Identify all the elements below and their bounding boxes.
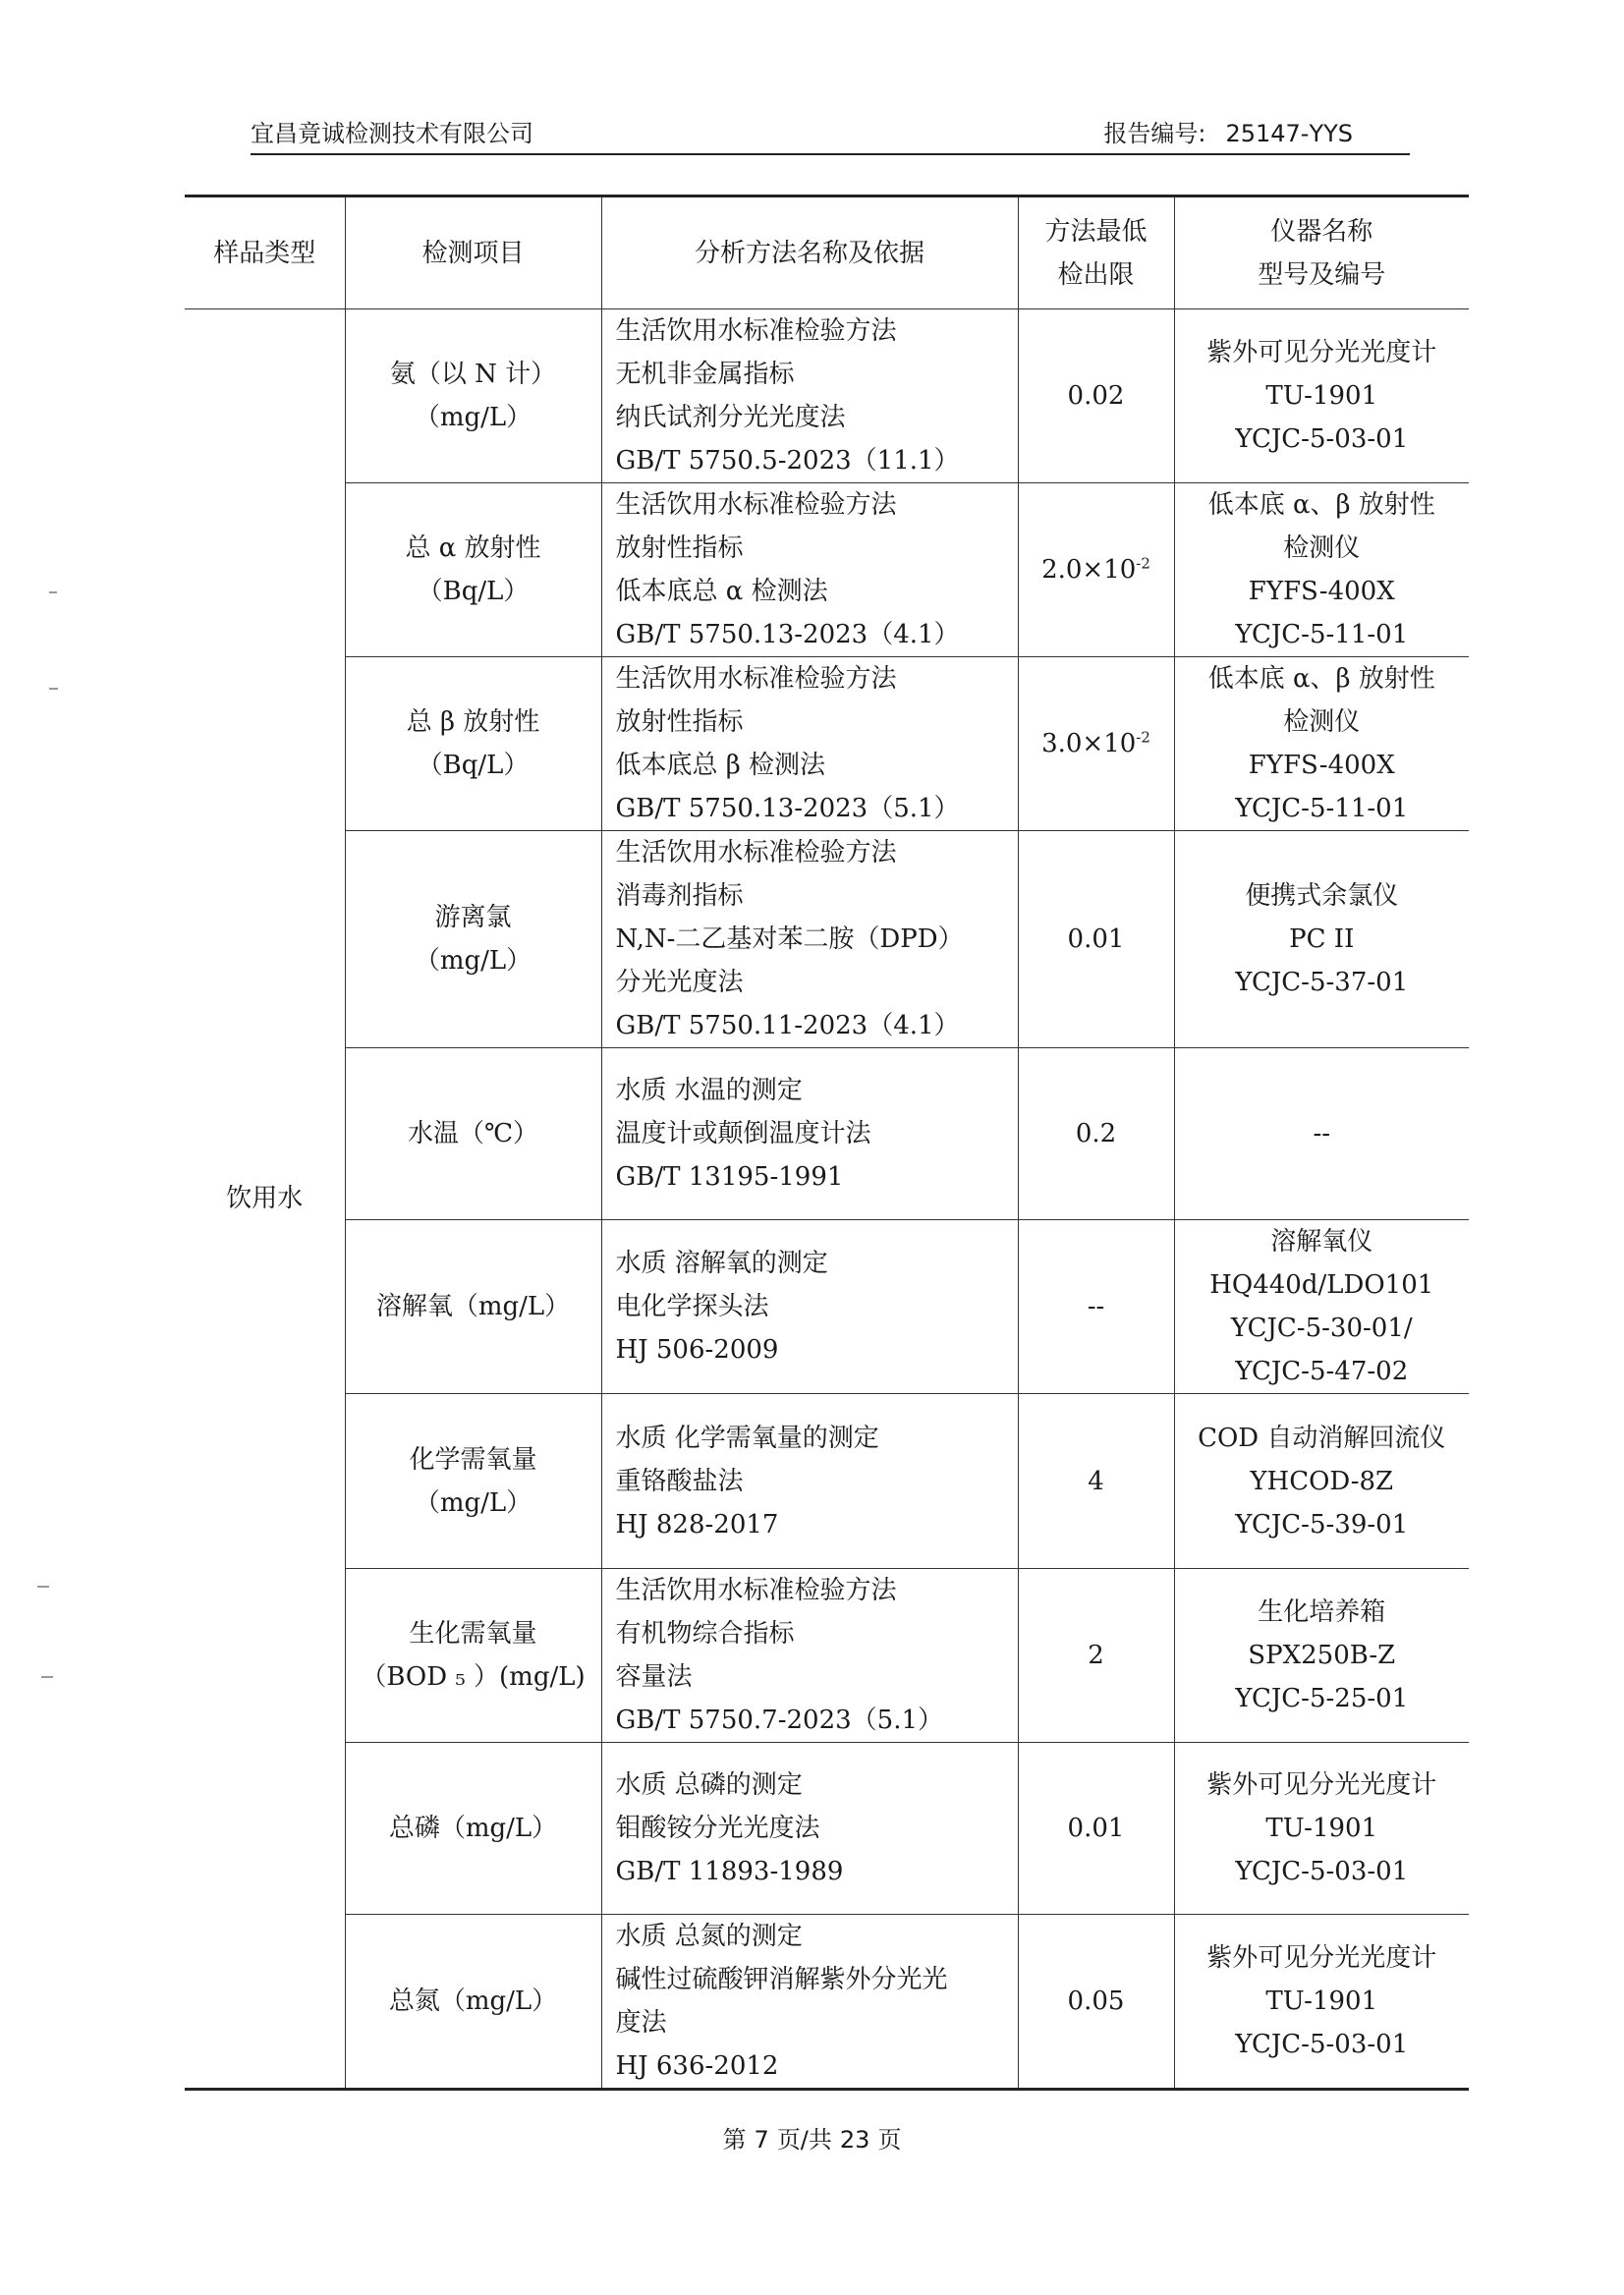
instrument-cell — [1174, 657, 1469, 831]
method-line: 水质 总氮的测定 — [615, 1922, 803, 1951]
header-item: 检测项目 — [345, 196, 601, 309]
method-line: GB/T 13195-1991 — [615, 1162, 844, 1192]
item-line: （mg/L） — [414, 403, 532, 432]
instrument-line: FYFS-400X — [1248, 751, 1395, 780]
method-line: 生活饮用水标准检验方法 — [615, 1576, 897, 1605]
method-line: 低本底总 α 检测法 — [615, 577, 828, 606]
instrument-line: 检测仪 — [1283, 707, 1361, 737]
item-line: 化学需氧量 — [409, 1444, 537, 1475]
item-cell — [345, 657, 601, 831]
method-line: 低本底总 β 检测法 — [615, 751, 826, 780]
limit-value: -- — [1087, 1292, 1105, 1321]
header-method: 分析方法名称及依据 — [601, 196, 1018, 309]
method-line: GB/T 5750.13-2023（4.1） — [615, 620, 960, 649]
item-line: 总磷（mg/L） — [388, 1814, 558, 1843]
method-line: GB/T 5750.13-2023（5.1） — [615, 794, 960, 823]
method-line: 水质 溶解氧的测定 — [615, 1249, 828, 1278]
item-line: （Bq/L） — [417, 577, 530, 606]
method-line: GB/T 5750.7-2023（5.1） — [615, 1706, 944, 1735]
header-instrument-line: 仪器名称 — [1270, 216, 1373, 247]
limit-value: 2 — [1088, 1641, 1104, 1670]
company-name: 宜昌竟诚检测技术有限公司 — [251, 120, 533, 147]
instrument-line: 紫外可见分光光度计 — [1206, 338, 1437, 367]
item-line: （mg/L） — [414, 946, 532, 976]
instrument-line: YCJC-5-30-01/ — [1230, 1314, 1413, 1343]
method-line: 消毒剂指标 — [615, 881, 744, 911]
instrument-line: YCJC-5-47-02 — [1235, 1357, 1409, 1386]
report-number-value: 25147-YYS — [1225, 120, 1353, 147]
item-cell — [345, 1394, 601, 1569]
item-cell — [345, 309, 601, 483]
instrument-line: YHCOD-8Z — [1250, 1466, 1394, 1496]
method-line: GB/T 5750.11-2023（4.1） — [615, 1011, 960, 1040]
instrument-line: HQ440d/LDO101 — [1209, 1270, 1434, 1300]
method-line: 电化学探头法 — [615, 1292, 769, 1321]
method-line: HJ 636-2012 — [615, 2051, 779, 2081]
item-cell — [345, 483, 601, 657]
method-line: HJ 828-2017 — [615, 1509, 779, 1539]
item-cell — [345, 1048, 601, 1220]
table-row — [185, 1220, 1469, 1394]
method-line: 分光光度法 — [615, 968, 744, 997]
header-instrument — [1174, 196, 1469, 309]
item-line: （mg/L） — [414, 1487, 532, 1518]
method-line: 放射性指标 — [615, 533, 744, 563]
method-line: 水质 水温的测定 — [615, 1076, 803, 1105]
limit-cell — [1018, 1048, 1174, 1220]
instrument-line: 生化培养箱 — [1258, 1597, 1386, 1627]
method-line: GB/T 5750.5-2023（11.1） — [615, 446, 960, 476]
instrument-line: 紫外可见分光光度计 — [1206, 1770, 1437, 1800]
instrument-line: YCJC-5-25-01 — [1235, 1684, 1409, 1713]
method-line: 生活饮用水标准检验方法 — [615, 838, 897, 868]
limit-value: 0.01 — [1067, 924, 1125, 954]
table-row — [185, 657, 1469, 831]
method-line: 纳氏试剂分光光度法 — [615, 403, 846, 432]
instrument-cell — [1174, 1394, 1469, 1569]
item-cell — [345, 1743, 601, 1915]
table-row — [185, 1048, 1469, 1220]
method-line: 放射性指标 — [615, 707, 744, 737]
item-line: 总 β 放射性 — [406, 707, 540, 737]
instrument-line: 便携式余氯仪 — [1245, 881, 1399, 911]
item-cell — [345, 1569, 601, 1743]
report-number — [1103, 114, 1353, 148]
limit-value: 3.0×10 — [1041, 729, 1137, 758]
instrument-line: YCJC-5-03-01 — [1235, 1857, 1409, 1886]
instrument-line: YCJC-5-39-01 — [1235, 1509, 1409, 1539]
instrument-cell — [1174, 309, 1469, 483]
instrument-line: YCJC-5-11-01 — [1235, 794, 1409, 823]
item-cell — [345, 1915, 601, 2090]
table-row — [185, 483, 1469, 657]
method-line: 容量法 — [615, 1662, 693, 1692]
limit-cell — [1018, 1915, 1174, 2090]
limit-cell — [1018, 1394, 1174, 1569]
method-line: GB/T 11893-1989 — [615, 1857, 844, 1886]
method-line: N,N-二乙基对苯二胺（DPD） — [615, 924, 964, 954]
method-line: HJ 506-2009 — [615, 1335, 779, 1365]
page-number: 7 — [754, 2126, 769, 2154]
item-line: 水温（℃） — [407, 1119, 539, 1148]
instrument-line: 紫外可见分光光度计 — [1206, 1943, 1437, 1973]
instrument-line: YCJC-5-11-01 — [1235, 620, 1409, 649]
limit-exponent: -2 — [1136, 554, 1150, 573]
instrument-line: SPX250B-Z — [1248, 1641, 1396, 1670]
sample-type-cell: 饮用水 — [185, 309, 345, 2090]
item-cell — [345, 831, 601, 1048]
method-line: 有机物综合指标 — [615, 1619, 795, 1649]
instrument-line: -- — [1313, 1119, 1331, 1148]
method-cell — [601, 309, 1018, 483]
header-limit — [1018, 196, 1174, 309]
method-line: 生活饮用水标准检验方法 — [615, 490, 897, 520]
instrument-line: YCJC-5-03-01 — [1235, 424, 1409, 454]
method-line: 水质 化学需氧量的测定 — [615, 1423, 879, 1453]
item-line: （BOD ₅ ）(mg/L) — [361, 1662, 586, 1692]
method-line: 碱性过硫酸钾消解紫外分光光 — [615, 1965, 948, 1994]
page-header — [251, 110, 1410, 155]
instrument-line: TU-1901 — [1265, 1814, 1378, 1843]
instrument-cell — [1174, 831, 1469, 1048]
test-method-table — [185, 195, 1469, 2091]
method-line: 生活饮用水标准检验方法 — [615, 316, 897, 346]
table-header-row — [185, 196, 1469, 309]
scan-speck — [37, 1586, 49, 1588]
header-limit-line: 方法最低 — [1044, 216, 1148, 247]
report-number-label: 报告编号: — [1103, 120, 1206, 147]
item-line: 生化需氧量 — [409, 1619, 537, 1649]
limit-exponent: -2 — [1136, 728, 1150, 747]
method-cell — [601, 1394, 1018, 1569]
scan-speck — [49, 688, 58, 690]
header-limit-line: 检出限 — [1057, 259, 1135, 290]
instrument-cell — [1174, 1569, 1469, 1743]
instrument-line: YCJC-5-37-01 — [1235, 968, 1409, 997]
method-line: 生活饮用水标准检验方法 — [615, 664, 897, 694]
item-line: 游离氯 — [434, 903, 512, 932]
limit-cell — [1018, 1220, 1174, 1394]
scan-speck — [41, 1676, 53, 1678]
limit-cell — [1018, 831, 1174, 1048]
instrument-line: FYFS-400X — [1248, 577, 1395, 606]
method-line: 温度计或颠倒温度计法 — [615, 1119, 871, 1148]
instrument-line: 溶解氧仪 — [1270, 1227, 1373, 1257]
limit-value: 0.05 — [1067, 1987, 1125, 2016]
item-line: 氨（以 N 计） — [389, 360, 557, 389]
page-prefix: 第 — [722, 2126, 747, 2154]
header-sample-type: 样品类型 — [185, 196, 345, 309]
instrument-line: 低本底 α、β 放射性 — [1207, 490, 1435, 520]
method-cell — [601, 1743, 1018, 1915]
item-cell — [345, 1220, 601, 1394]
instrument-line: TU-1901 — [1265, 1987, 1378, 2016]
instrument-cell — [1174, 1915, 1469, 2090]
method-cell — [601, 483, 1018, 657]
limit-cell — [1018, 1743, 1174, 1915]
instrument-cell — [1174, 1743, 1469, 1915]
method-cell — [601, 657, 1018, 831]
instrument-cell — [1174, 1220, 1469, 1394]
method-cell — [601, 1569, 1018, 1743]
limit-value: 2.0×10 — [1041, 555, 1137, 585]
instrument-line: PC II — [1289, 924, 1355, 954]
page-suffix: 页 — [877, 2126, 902, 2154]
method-line: 无机非金属指标 — [615, 360, 795, 389]
method-line: 重铬酸盐法 — [615, 1466, 744, 1496]
table-row — [185, 1915, 1469, 2090]
limit-value: 0.01 — [1067, 1814, 1125, 1843]
method-line: 度法 — [615, 2008, 667, 2038]
method-cell — [601, 831, 1018, 1048]
limit-value: 4 — [1088, 1466, 1104, 1496]
scan-speck — [49, 591, 57, 593]
method-cell — [601, 1915, 1018, 2090]
method-line: 钼酸铵分光光度法 — [615, 1814, 820, 1843]
table-row — [185, 1394, 1469, 1569]
page-total: 23 — [839, 2126, 870, 2154]
table-row — [185, 831, 1469, 1048]
limit-value: 0.02 — [1067, 381, 1125, 411]
table-body — [185, 309, 1469, 2090]
instrument-cell — [1174, 1048, 1469, 1220]
limit-cell — [1018, 483, 1174, 657]
instrument-line: 低本底 α、β 放射性 — [1207, 664, 1435, 694]
table-row — [185, 309, 1469, 483]
header-instrument-line: 型号及编号 — [1258, 259, 1386, 290]
page-footer — [0, 2120, 1624, 2155]
instrument-line: 检测仪 — [1283, 533, 1361, 563]
method-cell — [601, 1220, 1018, 1394]
instrument-cell — [1174, 483, 1469, 657]
limit-value: 0.2 — [1075, 1119, 1117, 1148]
limit-cell — [1018, 657, 1174, 831]
limit-cell — [1018, 1569, 1174, 1743]
instrument-line: COD 自动消解回流仪 — [1198, 1423, 1446, 1453]
table-row — [185, 1743, 1469, 1915]
method-line: 水质 总磷的测定 — [615, 1770, 803, 1800]
instrument-line: TU-1901 — [1265, 381, 1378, 411]
item-line: 溶解氧（mg/L） — [375, 1292, 571, 1321]
page-mid: 页/共 — [776, 2126, 832, 2154]
method-cell — [601, 1048, 1018, 1220]
item-line: 总 α 放射性 — [405, 533, 541, 563]
instrument-line: YCJC-5-03-01 — [1235, 2030, 1409, 2059]
item-line: 总氮（mg/L） — [388, 1987, 558, 2016]
limit-cell — [1018, 309, 1174, 483]
item-line: （Bq/L） — [417, 751, 530, 780]
table-row — [185, 1569, 1469, 1743]
